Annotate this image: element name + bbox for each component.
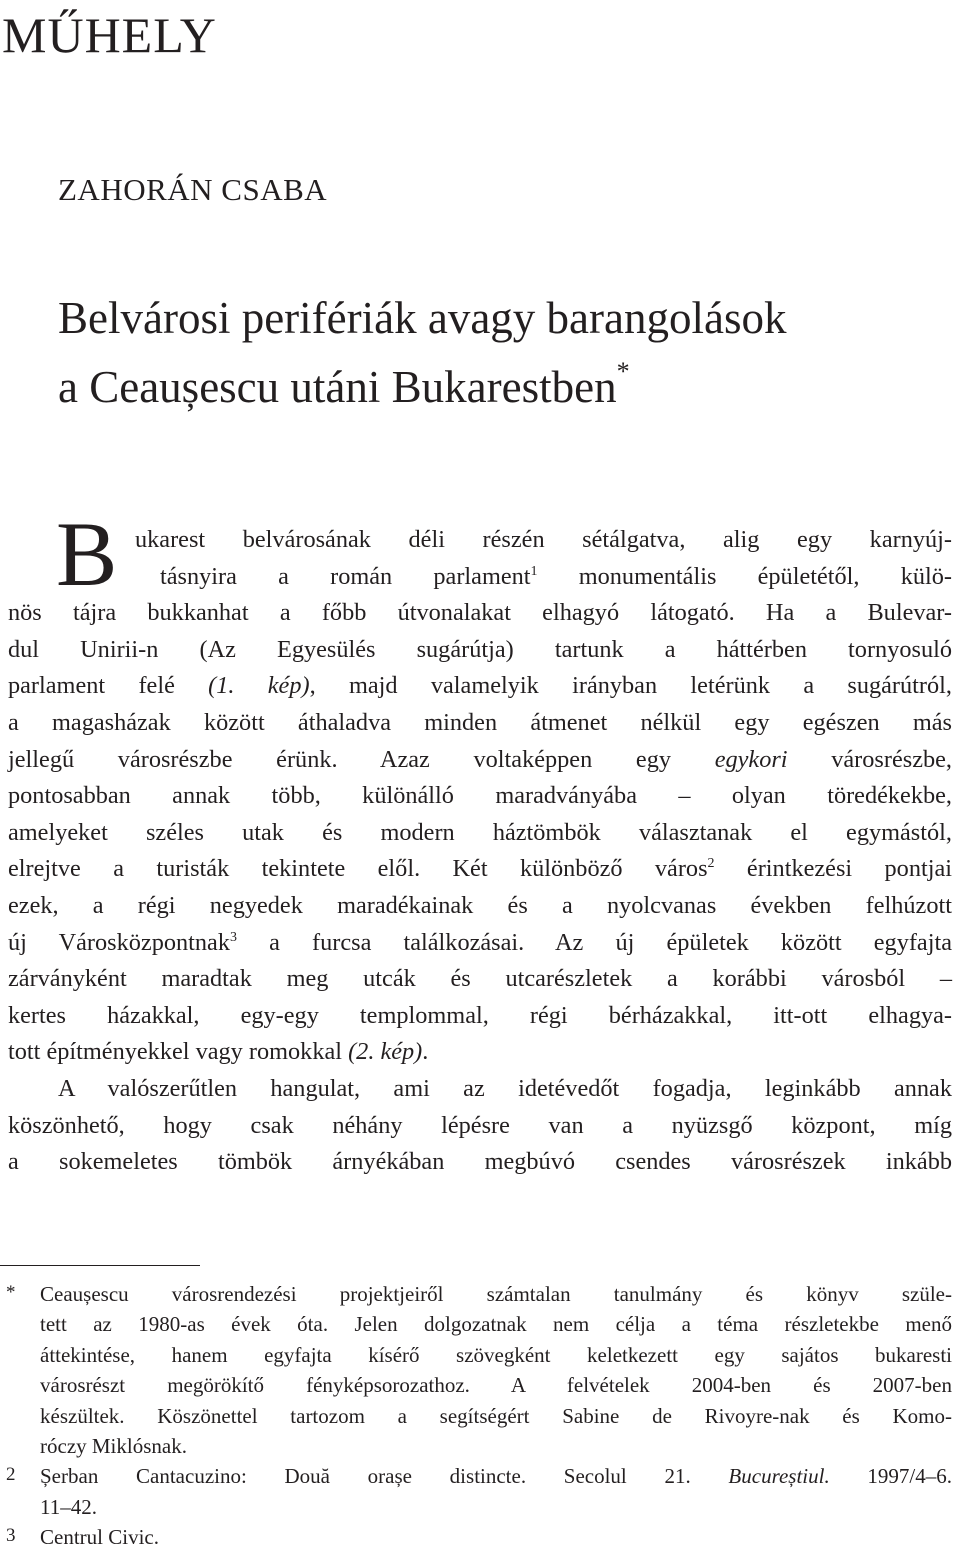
text-segment: városrészbe, <box>787 745 952 773</box>
footnote-mark: * <box>6 1282 16 1303</box>
body-line <box>8 708 952 738</box>
body-line <box>8 928 952 958</box>
footnote-mark: 3 <box>6 1525 16 1547</box>
text-segment: róczy Miklósnak. <box>40 1434 187 1458</box>
text-segment: egykori <box>714 745 788 773</box>
body-line <box>8 1001 952 1031</box>
body-line <box>8 671 952 701</box>
drop-cap: B <box>56 503 118 605</box>
text-segment: kertes házakkal, egy-egy templommal, régi bérházakkal, itt-ott elhagya- <box>8 1001 952 1029</box>
footnote-line <box>40 1524 952 1550</box>
footnote-separator <box>0 1265 200 1266</box>
footnote-reference: 1 <box>530 563 538 579</box>
body-line <box>8 1111 952 1141</box>
text-segment: jellegű városrészbe érünk. Azaz voltaképpen egy <box>8 745 715 773</box>
text-segment: parlament felé <box>8 672 209 700</box>
text-segment: pontosabban annak több, különálló maradványába – olyan töredékekbe, <box>8 782 952 810</box>
body-line <box>8 854 952 884</box>
body-line <box>8 818 952 848</box>
author-name: ZAHORÁN CSABA <box>58 172 328 207</box>
body-line <box>8 964 952 994</box>
footnote-line <box>40 1372 952 1398</box>
text-segment: tett az 1980-as évek óta. Jelen dolgozatnak nem célja a téma részletekbe menő <box>40 1312 952 1337</box>
text-segment: nös tájra bukkanhat a főbb útvonalakat elhagyó látogató. Ha a Bulevar- <box>8 599 952 627</box>
text-segment: ukarest belvárosának déli részén sétálgatva, alig egy karnyúj- <box>135 526 952 553</box>
footnote-line <box>40 1342 952 1368</box>
text-segment: dul Unirii-n (Az Egyesülés sugárútja) tartunk a háttérben tornyosuló <box>8 635 952 663</box>
text-segment: tásnyira a román parlament <box>160 562 531 590</box>
footnote-reference: 3 <box>229 929 237 945</box>
footnote-line <box>40 1463 952 1489</box>
text-segment: városrészt megörökítő fényképsorozathoz. A felvételek 2004-ben és 2007-ben <box>40 1373 952 1398</box>
footnote-line <box>40 1494 952 1520</box>
text-segment: 1997/4–6. <box>829 1464 952 1489</box>
text-segment: (1. kép) <box>208 672 310 700</box>
title-text: a Ceaușescu utáni Bukarestben <box>58 362 617 412</box>
text-segment: ezek, a régi negyedek maradékainak és a nyolcvanas években felhúzott <box>8 892 952 919</box>
text-segment: a furcsa találkozásai. Az új épületek között egyfajta <box>236 928 952 956</box>
text-segment: elrejtve a turisták tekintete elől. Két különböző város <box>8 855 708 883</box>
body-line <box>8 1147 952 1177</box>
text-segment: . <box>422 1038 429 1066</box>
body-line <box>160 562 952 592</box>
text-segment: , majd valamelyik irányban letérünk a sugárútról, <box>309 672 952 700</box>
text-segment: a magasházak között áthaladva minden átmenet nélkül egy egészen más <box>8 709 952 736</box>
article-title-line-1: Belvárosi perifériák avagy barangolások <box>58 293 787 343</box>
body-line <box>8 745 952 775</box>
footnote-line <box>40 1281 952 1307</box>
footnote-line <box>40 1433 952 1459</box>
text-segment: Bucureștiul. <box>728 1464 830 1489</box>
body-line <box>135 525 952 555</box>
title-footnote-mark: * <box>616 357 630 386</box>
text-segment: A valószerűtlen hangulat, ami az idetévedőt fogadja, leginkább annak <box>58 1075 952 1102</box>
text-segment: 11–42. <box>40 1494 97 1519</box>
footnote-line <box>40 1311 952 1337</box>
body-line <box>8 635 952 665</box>
text-segment: készültek. Köszönettel tartozom a segítségért Sabine de Rivoyre-nak és Komo- <box>40 1403 952 1428</box>
text-segment: a sokemeletes tömbök árnyékában megbúvó csendes városrészek inkább <box>8 1148 952 1176</box>
body-line <box>8 781 952 811</box>
text-segment: új Városközpontnak <box>8 928 230 956</box>
text-segment: érintkezési pontjai <box>714 855 952 883</box>
text-segment: zárványként maradtak meg utcák és utcarészletek a korábbi városból – <box>8 965 952 993</box>
text-segment: amelyeket széles utak és modern háztömbök választanak el egymástól, <box>8 818 952 846</box>
text-segment: Centrul Civic. <box>40 1525 159 1550</box>
body-line <box>8 598 952 628</box>
section-heading: MŰHELY <box>2 7 217 63</box>
text-segment: Ceaușescu városrendezési projektjeiről számtalan tanulmány és könyv szüle- <box>40 1282 952 1306</box>
text-segment: monumentális épületétől, külö- <box>537 562 952 590</box>
body-line <box>8 1037 952 1067</box>
footnote-line <box>40 1403 952 1429</box>
footnote-reference: 2 <box>707 856 715 872</box>
body-line <box>58 1074 952 1104</box>
text-segment: Șerban Cantacuzino: Două orașe distincte. Secolul 21. <box>40 1464 729 1489</box>
footnote-mark: 2 <box>6 1464 16 1486</box>
text-segment: (2. kép) <box>348 1038 423 1066</box>
body-line <box>8 891 952 921</box>
article-title-line-2 <box>58 357 630 413</box>
text-segment: tott építményekkel vagy romokkal <box>8 1038 349 1066</box>
text-segment: áttekintése, hanem egyfajta kísérő szövegként keletkezett egy sajátos bukaresti <box>40 1342 952 1367</box>
text-segment: köszönhető, hogy csak néhány lépésre van a nyüzsgő központ, míg <box>8 1111 952 1139</box>
